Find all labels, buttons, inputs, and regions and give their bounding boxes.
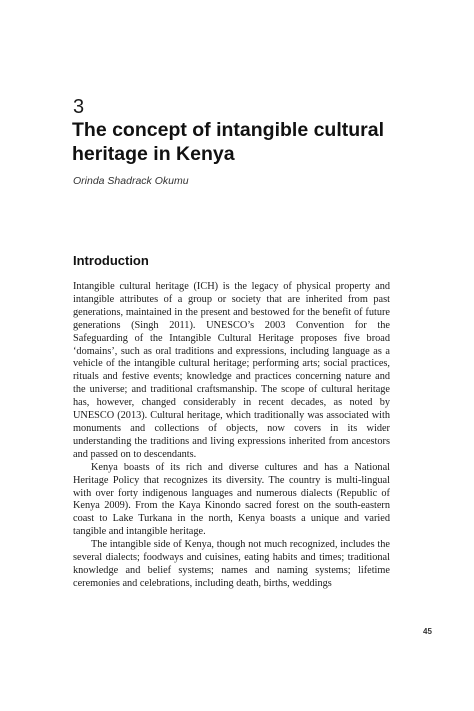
paragraph: Kenya boasts of its rich and diverse cultures and has a National Heritage Policy that recognizes its diversity. The country is multi-lingual with over forty indigenous languages and numerous dialects (Republic of Kenya 2009). From the Kaya Kinondo sacred forest on the south-eastern coast to Lake Turkana in the north, Kenya boasts a unique and varied tangible and intangible heritage. bbox=[73, 461, 390, 538]
chapter-number: 3 bbox=[73, 96, 85, 118]
paragraph: Intangible cultural heritage (ICH) is the legacy of physical property and intangible attributes of a group or society that are inherited from past generations, maintained in the present and bestowed for the benefit of future generations (Singh 2011). UNESCO’s 2003 Convention for the Safeguarding of the Intangible Cultural Heritage proposes five broad ‘domains’, such as oral traditions and expressions, including language as a vehicle of the intangible cultural heritage; performing arts; social practices, rituals and festive events; knowledge and practices concerning nature and the universe; and traditional craftsmanship. The scope of cultural heritage has, however, changed considerably in recent decades, as noted by UNESCO (2013). Cultural heritage, which traditionally was associated with monuments and collections of objects, now covers in its wider understanding the traditions and living expressions inherited from ancestors and passed on to descendants. bbox=[73, 281, 390, 460]
paragraph: The intangible side of Kenya, though not much recognized, includes the several dialects; foodways and cuisines, eating habits and times; traditional knowledge and belief systems; names and naming systems; lifetime ceremonies and celebrations, including death, births, weddings bbox=[73, 539, 390, 589]
page-number: 45 bbox=[423, 627, 432, 636]
author-name: Orinda Shadrack Okumu bbox=[73, 175, 189, 187]
body-text bbox=[73, 281, 390, 591]
section-heading: Introduction bbox=[73, 253, 149, 268]
chapter-title: The concept of intangible cultural heritage in Kenya bbox=[72, 119, 385, 165]
